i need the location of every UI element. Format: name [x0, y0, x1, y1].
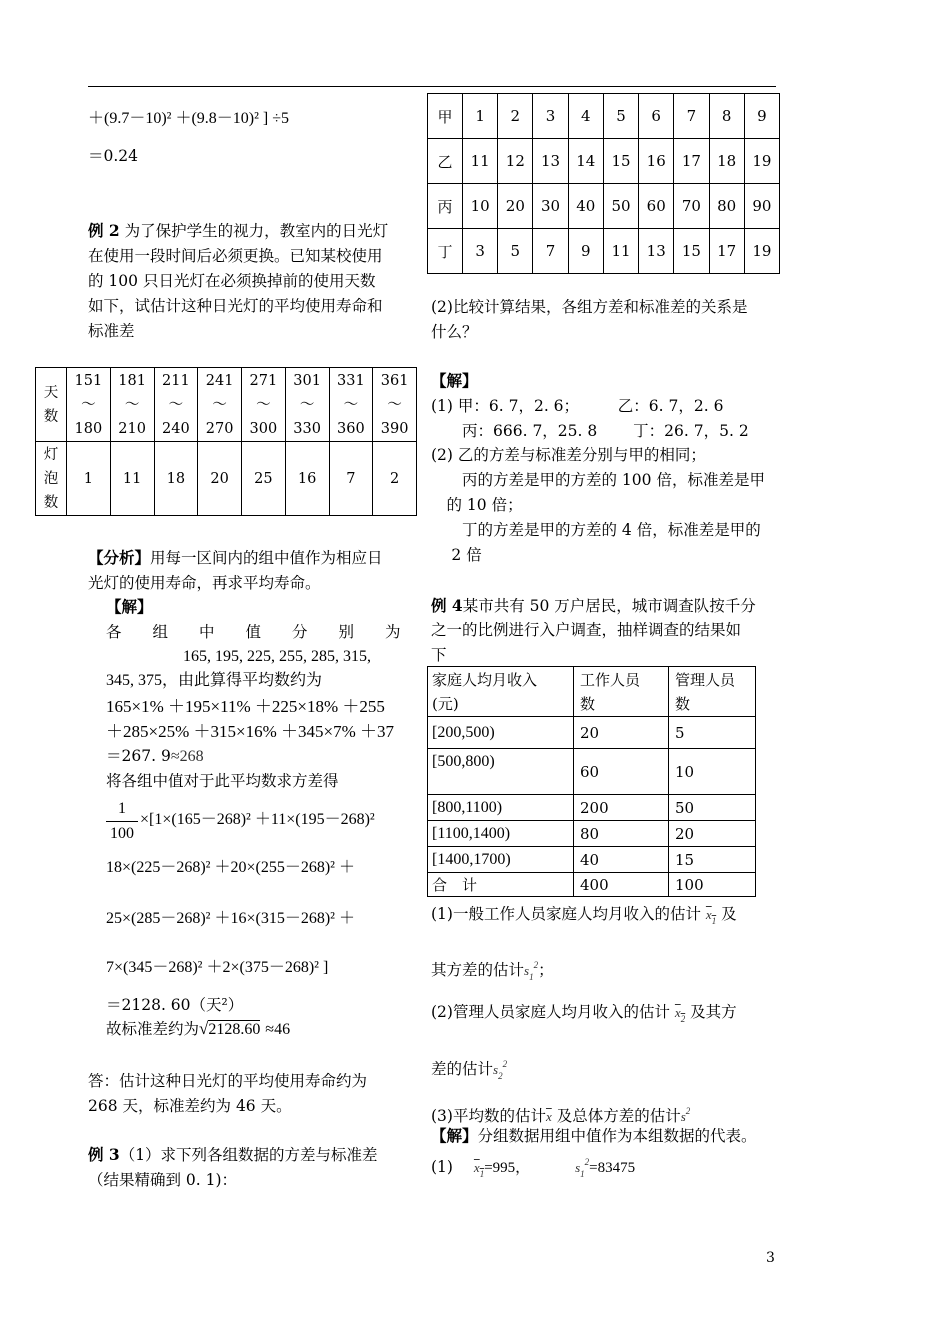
s1-squared-symbol: $s_1^2$: [524, 960, 539, 982]
table-cell: 361 ～ 390: [373, 368, 417, 442]
example-2-label: 例 2: [88, 221, 120, 240]
table-cell: 5: [498, 229, 533, 274]
variance-formula-line-3: 25×(285－268)² ＋16×(315－268)² ＋: [106, 910, 355, 927]
table-header-cell: 家庭人均月收入 (元): [428, 667, 574, 717]
table-cell: 15: [669, 847, 756, 873]
table-cell: 2: [498, 94, 533, 139]
table-cell: 11: [110, 442, 154, 516]
solution-line-3: 345, 375，由此算得平均数约为: [106, 672, 323, 689]
solution-line-1: 各 组 中 值 分 别 为: [106, 623, 401, 641]
table-cell: 18: [709, 139, 744, 184]
table-row: [428, 717, 756, 749]
lamp-days-table: [35, 367, 417, 516]
analysis-line-2: 光灯的使用寿命，再求平均寿命。: [88, 574, 321, 592]
mean-formula-line-1: 165×1% ＋195×11% ＋225×18% ＋255: [106, 697, 385, 716]
variance-result: ＝2128. 60（天²）: [106, 996, 244, 1014]
table-cell: 19: [744, 229, 779, 274]
table-row: [428, 873, 756, 897]
question-4-2-line-2: 差的估计$s_2^2$: [431, 1059, 508, 1081]
table-cell: 1: [463, 94, 498, 139]
table-cell: 90: [744, 184, 779, 229]
variance-formula-line-2: 18×(225－268)² ＋20×(255－268)² ＋: [106, 859, 355, 876]
solution-3-label: 【解】: [431, 371, 478, 390]
s1-squared-result-symbol: $s_1^2$: [575, 1157, 590, 1179]
table-cell: 60: [574, 749, 669, 795]
example-3-line-1: 例 3（1）求下列各组数据的方差与标准差: [88, 1145, 378, 1164]
table-cell: 16: [639, 139, 674, 184]
table-cell: [200,500): [428, 717, 574, 749]
table-row: [428, 795, 756, 821]
table-cell: 3: [533, 94, 568, 139]
table-header-cell: 工作人员 数: [574, 667, 669, 717]
table-cell: 20: [669, 821, 756, 847]
solution-3-line-2: 丙：666. 7，25. 8 丁：26. 7，5. 2: [431, 422, 749, 440]
table-cell: 50: [669, 795, 756, 821]
table-cell: 11: [463, 139, 498, 184]
question-4-2-line-1: (2)管理人员家庭人均月收入的估计 $x_2$ 及其方: [431, 1003, 737, 1024]
question-4-1-line-1: (1)一般工作人员家庭人均月收入的估计 $x_1$ 及: [431, 905, 737, 926]
table-cell: 70: [674, 184, 709, 229]
table-cell: 6: [639, 94, 674, 139]
table-header-cell: 乙: [428, 139, 463, 184]
table-cell: 331 ～ 360: [329, 368, 373, 442]
analysis-label: 【分析】: [88, 548, 151, 567]
table-cell: 301 ～ 330: [285, 368, 329, 442]
table-cell: 100: [669, 873, 756, 897]
table-cell: 30: [533, 184, 568, 229]
table-cell: 1: [67, 442, 111, 516]
table-cell: 11: [603, 229, 638, 274]
table-header-cell: 甲: [428, 94, 463, 139]
table-cell: 9: [744, 94, 779, 139]
header-rule: [88, 86, 776, 87]
example-2-line-5: 标准差: [88, 322, 135, 340]
mean-result: ＝267. 9≈268: [106, 747, 204, 765]
table-row: [36, 442, 417, 516]
solution-3-line-1: (1) 甲：6. 7，2. 6； 乙：6. 7，2. 6: [431, 397, 724, 415]
table-cell: 50: [603, 184, 638, 229]
example-3-line-2: （结果精确到 0. 1)：: [88, 1171, 238, 1189]
solution-4-label: 【解】: [431, 1126, 478, 1145]
table-cell: 7: [533, 229, 568, 274]
table-header-cell: 天 数: [36, 368, 67, 442]
answer-line-1: 答：估计这种日光灯的平均使用寿命约为: [88, 1072, 368, 1090]
calc-continuation-1: ＋(9.7－10)² ＋(9.8－10)² ] ÷5: [88, 110, 290, 127]
table-cell: 8: [709, 94, 744, 139]
table-cell: 16: [285, 442, 329, 516]
example-4-line-2: 之一的比例进行入户调查，抽样调查的结果如: [431, 621, 742, 639]
solution-3-line-5: 的 10 倍；: [431, 496, 523, 514]
example-4-line-1: 例 4某市共有 50 万户居民，城市调查队按千分: [431, 596, 756, 615]
solution-line-2: 165, 195, 225, 255, 285, 315,: [183, 648, 371, 665]
table-cell: 60: [639, 184, 674, 229]
table-cell: 211 ～ 240: [154, 368, 198, 442]
table-row: [428, 139, 780, 184]
fraction-one-hundredth: 1 100: [106, 799, 138, 844]
table-cell: 12: [498, 139, 533, 184]
table-cell: 7: [329, 442, 373, 516]
table-row: [428, 184, 780, 229]
question-2-line-1: (2)比较计算结果，各组方差和标准差的关系是: [431, 298, 748, 316]
table-cell: 241 ～ 270: [198, 368, 242, 442]
table-cell: 400: [574, 873, 669, 897]
analysis-line-1: 【分析】用每一区间内的组中值作为相应日: [88, 548, 383, 567]
table-cell: 271 ～ 300: [242, 368, 286, 442]
table-cell: 7: [674, 94, 709, 139]
solution-3-line-7: 2 倍: [431, 546, 482, 564]
variance-formula-line-4: 7×(345－268)² ＋2×(375－268)² ]: [106, 959, 329, 976]
x-bar-1-symbol: $x_1$: [705, 907, 717, 926]
calc-continuation-2: ＝0.24: [88, 147, 139, 165]
variance-formula-line-1: ×[1×(165－268)² ＋11×(195－268)²: [140, 811, 375, 828]
table-header-cell: 管理人员 数: [669, 667, 756, 717]
table-row: [36, 368, 417, 442]
example-4-line-3: 下: [431, 646, 447, 664]
table-cell: 80: [574, 821, 669, 847]
table-row: [428, 847, 756, 873]
table-cell: 40: [574, 847, 669, 873]
example-2-line-4: 如下，试估计这种日光灯的平均使用寿命和: [88, 297, 383, 315]
table-row: [428, 229, 780, 274]
table-cell: [800,1100): [428, 795, 574, 821]
example-4-label: 例 4: [431, 596, 463, 615]
table-row: [428, 749, 756, 795]
table-cell: 15: [603, 139, 638, 184]
s2-squared-symbol: $s_2^2$: [493, 1059, 508, 1081]
page-number: 3: [766, 1250, 775, 1266]
table-cell: 18: [154, 442, 198, 516]
table-cell: 20: [574, 717, 669, 749]
solution-label: 【解】: [106, 597, 153, 616]
table-cell: 2: [373, 442, 417, 516]
table-row: [428, 667, 756, 717]
solution-3-line-6: 丁的方差是甲的方差的 4 倍，标准差是甲的: [431, 521, 761, 539]
example-3-label: 例 3: [88, 1145, 120, 1164]
table-cell: 20: [198, 442, 242, 516]
x-bar-symbol: $\overline{x}$: [545, 1109, 552, 1124]
table-cell: [1400,1700): [428, 847, 574, 873]
table-cell: 5: [669, 717, 756, 749]
table-cell: 13: [639, 229, 674, 274]
table-row: [428, 821, 756, 847]
solution-3-line-3: (2) 乙的方差与标准差分别与甲的相同；: [431, 446, 706, 464]
table-cell: 9: [568, 229, 603, 274]
table-cell: 10: [669, 749, 756, 795]
variance-intro: 将各组中值对于此平均数求方差得: [106, 772, 339, 790]
example-2-line-3: 的 100 只日光灯在必须换掉前的使用天数: [88, 272, 376, 290]
x-bar-2-symbol: $x_2$: [674, 1005, 686, 1024]
table-cell: 14: [568, 139, 603, 184]
table-row: [428, 94, 780, 139]
table-cell: 合 计: [428, 873, 574, 897]
table-cell: 80: [709, 184, 744, 229]
solution-4-result-line: (1) $x_1=995$， $s_1^2=83475$: [431, 1157, 636, 1179]
question-2-line-2: 什么？: [431, 323, 478, 341]
groups-data-table: [427, 93, 780, 274]
table-cell: 4: [568, 94, 603, 139]
table-cell: [1100,1400): [428, 821, 574, 847]
table-cell: 13: [533, 139, 568, 184]
example-2-line-1: 例 2 为了保护学生的视力，教室内的日光灯: [88, 221, 389, 240]
table-cell: 25: [242, 442, 286, 516]
mean-formula-line-2: ＋285×25% ＋315×16% ＋345×7% ＋37: [106, 722, 394, 741]
table-cell: 200: [574, 795, 669, 821]
example-2-line-2: 在使用一段时间后必须更换。已知某校使用: [88, 247, 383, 265]
table-cell: 15: [674, 229, 709, 274]
std-dev-line: 故标准差约为√2128.60 ≈46: [106, 1019, 291, 1038]
x-bar-1-result-symbol: $x_1$: [473, 1160, 485, 1179]
sqrt-sign: √: [199, 1019, 209, 1038]
solution-3-line-4: 丙的方差是甲的方差的 100 倍，标准差是甲: [431, 471, 765, 489]
question-4-3-line: (3)平均数的估计$\overline{x}$ 及总体方差的估计$s^2$: [431, 1106, 691, 1125]
table-header-cell: 丙: [428, 184, 463, 229]
table-cell: 3: [463, 229, 498, 274]
table-cell: 17: [674, 139, 709, 184]
solution-4-line: 【解】分组数据用组中值作为本组数据的代表。: [431, 1126, 757, 1145]
table-cell: 181 ～ 210: [110, 368, 154, 442]
table-cell: 17: [709, 229, 744, 274]
table-header-cell: 灯 泡 数: [36, 442, 67, 516]
table-cell: 19: [744, 139, 779, 184]
income-survey-table: [427, 666, 756, 897]
s-squared-symbol: $s^2$: [680, 1106, 691, 1124]
table-cell: 10: [463, 184, 498, 229]
table-cell: 5: [603, 94, 638, 139]
table-cell: 151 ～ 180: [67, 368, 111, 442]
question-4-1-line-2: 其方差的估计$s_1^2$；: [431, 960, 554, 982]
table-cell: [500,800): [428, 749, 574, 795]
table-header-cell: 丁: [428, 229, 463, 274]
table-cell: 40: [568, 184, 603, 229]
table-cell: 20: [498, 184, 533, 229]
answer-line-2: 268 天，标准差约为 46 天。: [88, 1097, 292, 1115]
